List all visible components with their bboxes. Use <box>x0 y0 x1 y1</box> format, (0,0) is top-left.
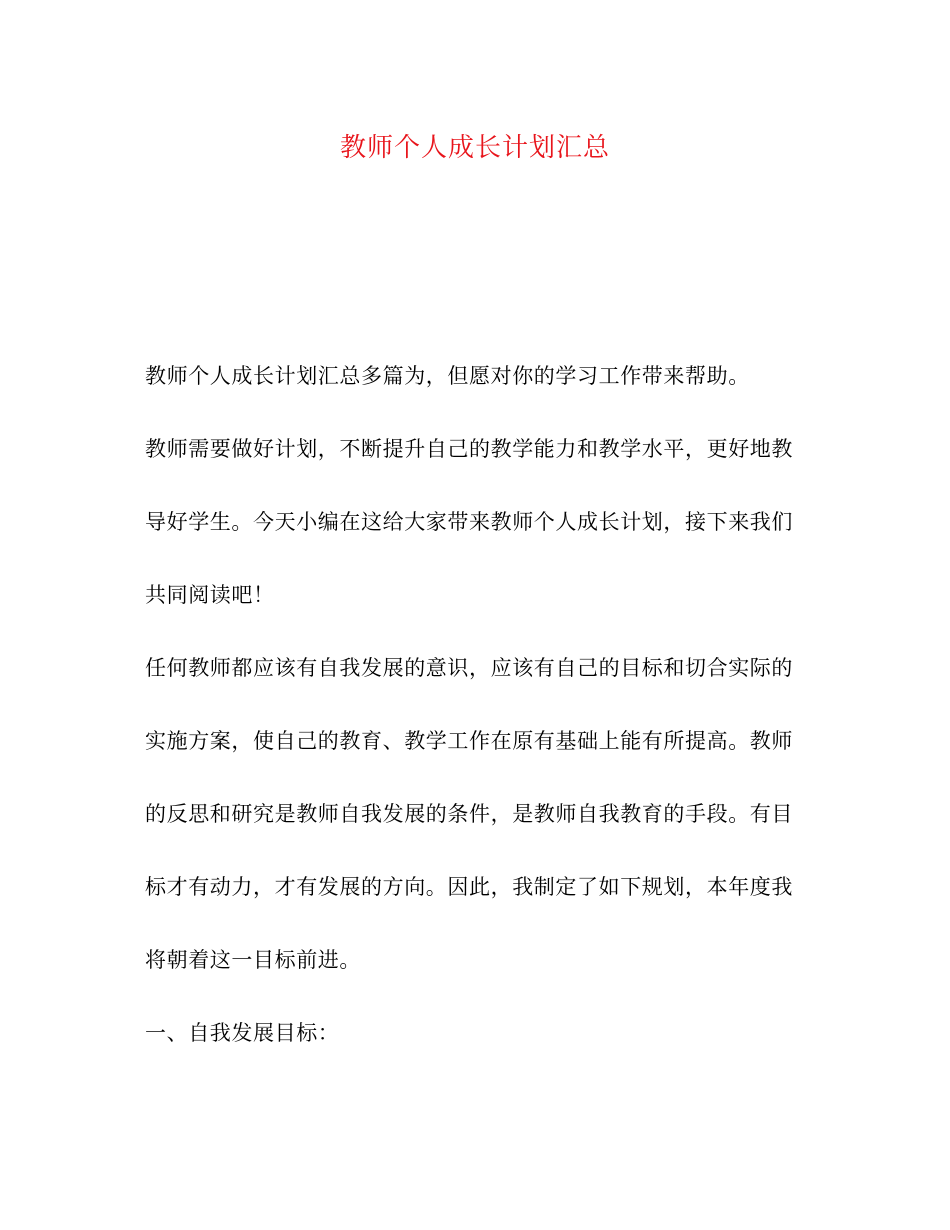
body-line: 实施方案，使自己的教育、教学工作在原有基础上能有所提高。教师 <box>145 729 793 753</box>
body-line: 的反思和研究是教师自我发展的条件，是教师自我教育的手段。有目 <box>145 802 793 826</box>
body-line: 教师个人成长计划汇总多篇为，但愿对你的学习工作带来帮助。 <box>145 364 750 388</box>
section-heading: 一、自我发展目标： <box>145 1021 340 1045</box>
document-body <box>145 356 805 1086</box>
document-title: 教师个人成长计划汇总 <box>339 133 610 163</box>
body-line: 标才有动力，才有发展的方向。因此，我制定了如下规划，本年度我 <box>145 875 793 899</box>
body-line: 将朝着这一目标前进。 <box>145 948 361 972</box>
body-line: 教师需要做好计划，不断提升自己的教学能力和教学水平，更好地教 <box>145 437 793 461</box>
body-line: 任何教师都应该有自我发展的意识，应该有自己的目标和切合实际的 <box>145 656 793 680</box>
body-line: 共同阅读吧！ <box>145 583 275 607</box>
body-line: 导好学生。今天小编在这给大家带来教师个人成长计划，接下来我们 <box>145 510 793 534</box>
